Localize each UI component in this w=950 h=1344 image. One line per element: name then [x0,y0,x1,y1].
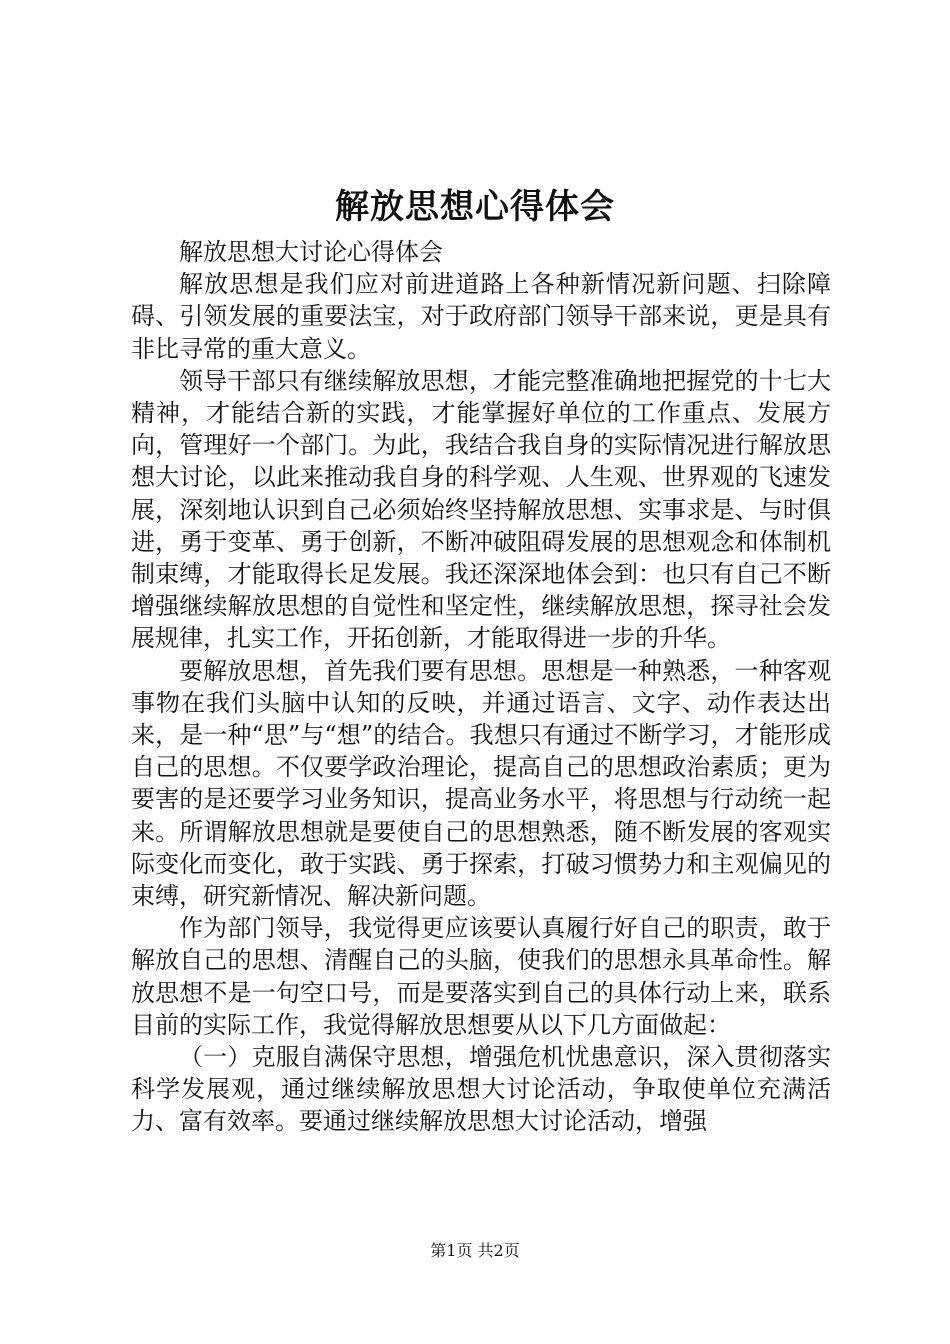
paragraph-4: 作为部门领导，我觉得更应该要认真履行好自己的职责，敢于解放自己的思想、清醒自己的头脑，使我们的思想永具革命性。解放思想不是一句空口号，而是要落实到自己的具体行动上来，联系目前的实际工作，我觉得解放思想要从以下几方面做起： [131,914,831,1039]
paragraph-3: 要解放思想，首先我们要有思想。思想是一种熟悉，一种客观事物在我们头脑中认知的反映，并通过语言、文字、动作表达出来，是一种“思”与“想”的结合。我想只有通过不断学习，才能形成自己的思想。不仅要学政治理论，提高自己的思想政治素质；更为要害的是还要学习业务知识，提高业务水平，将思想与行动统一起来。所谓解放思想就是要使自己的思想熟悉，随不断发展的客观实际变化而变化，敢于实践、勇于探索，打破习惯势力和主观偏见的束缚，研究新情况、解决新问题。 [131,656,831,911]
paragraph-5: （一）克服自满保守思想，增强危机忧患意识，深入贯彻落实科学发展观，通过继续解放思想大讨论活动，争取使单位充满活力、富有效率。要通过继续解放思想大讨论活动，增强 [131,1043,831,1136]
paragraph-2: 领导干部只有继续解放思想，才能完整准确地把握党的十七大精神，才能结合新的实践，才能掌握好单位的工作重点、发展方向，管理好一个部门。为此，我结合我自身的实际情况进行解放思想大讨论，以此来推动我自身的科学观、人生观、世界观的飞速发展，深刻地认识到自己必须始终坚持解放思想、实事求是、与时俱进，勇于变革、勇于创新，不断冲破阻碍发展的思想观念和体制机制束缚，才能取得长足发展。我还深深地体会到：也只有自己不断增强继续解放思想的自觉性和坚定性，继续解放思想，探寻社会发展规律，扎实工作，开拓创新，才能取得进一步的升华。 [131,366,831,653]
document-title: 解放思想心得体会 [335,187,615,227]
document-body [131,236,831,1138]
page-number-footer: 第1页 共2页 [430,1241,520,1260]
paragraph-1: 解放思想是我们应对前进道路上各种新情况新问题、扫除障碍、引领发展的重要法宝，对于政府部门领导干部来说，更是具有非比寻常的重大意义。 [131,270,831,363]
document-subtitle: 解放思想大讨论心得体会 [179,238,443,266]
